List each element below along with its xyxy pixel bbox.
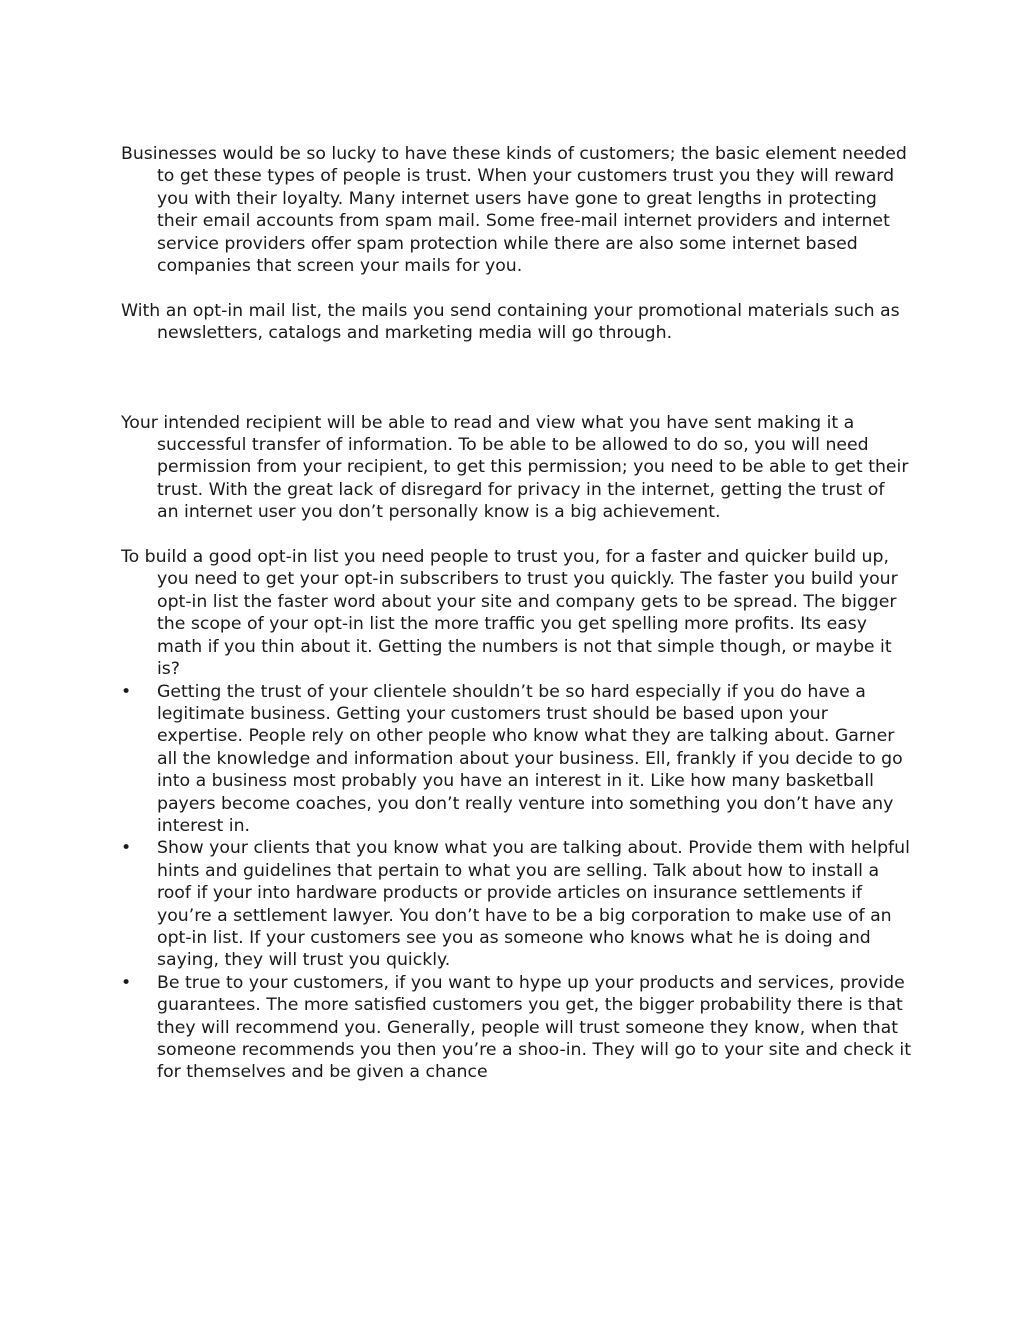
bullet-text: Getting the trust of your clientele shouldn’t be so hard especially if you do have a legitimate business. Getting your customers trust should be based upon your expertise. People rely on other people who know what they are talking about. Garner all the knowledge and information about your business. Ell, frankly if you decide to go into a business most probably you have an interest in it. Like how many basketball payers become coaches, you don’t really venture into something you don’t have any interest in. — [157, 681, 903, 836]
list-item — [121, 972, 911, 1084]
list-item — [121, 837, 911, 971]
bullet-icon: • — [121, 972, 132, 993]
list-item — [121, 681, 911, 838]
paragraph-opt-in-mail: With an opt-in mail list, the mails you send containing your promotional materials such as newsletters, catalogs and marketing media will go through. — [121, 300, 900, 344]
bullet-icon: • — [121, 838, 132, 859]
bullet-icon: • — [121, 681, 132, 702]
paragraph-intended-recipient: Your intended recipient will be able to read and view what you have sent making it a successful transfer of information. To be able to be allowed to do so, you will need permission from your recipient, to get this permission; you need to be able to get their trust. With the great lack of disregard for privacy in the internet, getting the trust of an internet user you don’t personally know is a big achievement. — [121, 412, 909, 523]
paragraph-trust-intro: Businesses would be so lucky to have these kinds of customers; the basic element needed to get these types of people is trust. When your customers trust you they will reward you with their loyalty. Many internet users have gone to great lengths in protecting their email accounts from spam mail. Some free-mail internet providers and internet service providers offer spam protection while there are also some internet based companies that screen your mails for you. — [121, 144, 907, 277]
bullet-text: Show your clients that you know what you are talking about. Provide them with helpful hints and guidelines that pertain to what you are selling. Talk about how to install a roof if your into hardware products or provide articles on insurance settlements if you’re a settlement lawyer. You don’t have to be a big corporation to make use of an opt-in list. If your customers see you as someone who knows what he is doing and saying, they will trust you quickly. — [157, 838, 910, 971]
bullet-text: Be true to your customers, if you want to hype up your products and services, provide guarantees. The more satisfied customers you get, the bigger probability there is that they will recommend you. Generally, people will trust someone they know, when that someone recommends you then you’re a shoo-in. They will go to your site and check it for themselves and be given a chance — [157, 972, 911, 1083]
document-body — [121, 143, 911, 1084]
paragraph-build-list: To build a good opt-in list you need people to trust you, for a faster and quicker build up, you need to get your opt-in subscribers to trust you quickly. The faster you build your opt-in list the faster word about your site and company gets to be spread. The bigger the scope of your opt-in list the more traffic you get spelling more profits. Its easy math if you thin about it. Getting the numbers is not that simple though, or maybe it is? — [121, 547, 898, 680]
